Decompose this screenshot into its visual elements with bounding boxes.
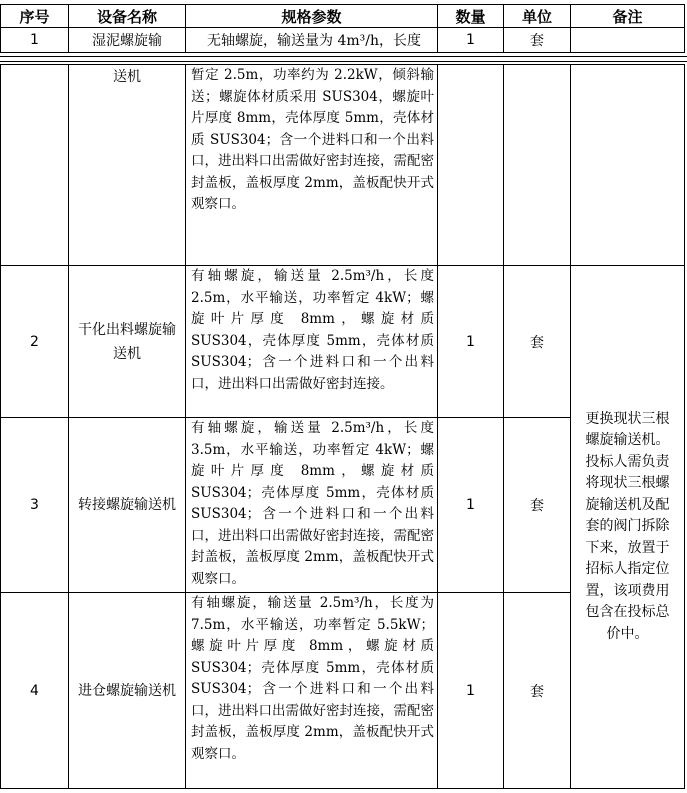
row1-qty-cont (438, 65, 504, 266)
row1-qty: 1 (438, 28, 504, 53)
row2-no: 2 (1, 266, 69, 418)
header-qty: 数量 (438, 5, 504, 28)
row1-spec-cont: 暂定 2.5m，功率约为 2.2kW，倾斜输送；螺旋体材质采用 SUS304，螺旋叶片厚度 8mm，壳体厚度 5mm，壳体材质 SUS304；含一个进料口和一个出料口，进出料口出需做好密封连接，需配密封盖板，盖板厚度 2mm，盖板配快开式观察口。 (186, 65, 438, 266)
table-header-row (1, 5, 685, 28)
header-remark: 备注 (571, 5, 685, 28)
table-page-top (0, 4, 685, 53)
header-spec: 规格参数 (186, 5, 438, 28)
row1-spec: 无轴螺旋，输送量为 4m³/h，长度 (186, 28, 438, 53)
row2-unit: 套 (504, 266, 571, 418)
row3-name: 转接螺旋输送机 (69, 418, 186, 593)
table-row (1, 28, 685, 53)
row3-no: 3 (1, 418, 69, 593)
row3-qty: 1 (438, 418, 504, 593)
row1-no: 1 (1, 28, 69, 53)
row4-name: 进仓螺旋输送机 (69, 593, 186, 789)
table-page-continued (0, 64, 685, 789)
row1-unit-cont (504, 65, 571, 266)
row4-qty: 1 (438, 593, 504, 789)
row1-name: 湿泥螺旋输 (69, 28, 186, 53)
row4-spec: 有轴螺旋，输送量 2.5m³/h，长度为 7.5m，水平输送，功率暂定 5.5kW；螺旋叶片厚度 8mm，螺旋材质 SUS304；壳体厚度 5mm，壳体材质 SUS304；含一个进料口和一个出料口，进出料口出需做好密封连接，需配密封盖板，盖板厚度 2mm，盖板配快开式观察口。 (186, 593, 438, 789)
row4-no: 4 (1, 593, 69, 789)
row2-qty: 1 (438, 266, 504, 418)
remark-cell: 更换现状三根螺旋输送机。投标人需负责将现状三根螺旋输送机及配套的阀门拆除下来，放置于招标人指定位置，该项费用包含在投标总价中。 (571, 266, 685, 789)
row1-remark-cont (571, 65, 685, 266)
header-name: 设备名称 (69, 5, 186, 28)
row1-name-cont: 送机 (69, 65, 186, 266)
row3-unit: 套 (504, 418, 571, 593)
page-break (0, 56, 687, 62)
table-row-continued (1, 65, 685, 266)
table-row (1, 266, 685, 418)
row1-unit: 套 (504, 28, 571, 53)
row2-spec: 有轴螺旋，输送量 2.5m³/h，长度 2.5m，水平输送，功率暂定 4kW；螺旋叶片厚度 8mm，螺旋材质 SUS304，壳体厚度 5mm，壳体材质 SUS304；含一个进料口和一个出料口，进出料口出需做好密封连接。 (186, 266, 438, 418)
row2-name: 干化出料螺旋输送机 (69, 266, 186, 418)
header-no: 序号 (1, 5, 69, 28)
row4-unit: 套 (504, 593, 571, 789)
row3-spec: 有轴螺旋，输送量 2.5m³/h，长度 3.5m，水平输送，功率暂定 4kW；螺旋叶片厚度 8mm，螺旋材质 SUS304；壳体厚度 5mm，壳体材质 SUS304；含一个进料口和一个出料口，进出料口出需做好密封连接，需配密封盖板，盖板厚度 2mm，盖板配快开式观察口。 (186, 418, 438, 593)
row1-remark (571, 28, 685, 53)
row1-no-cont (1, 65, 69, 266)
header-unit: 单位 (504, 5, 571, 28)
